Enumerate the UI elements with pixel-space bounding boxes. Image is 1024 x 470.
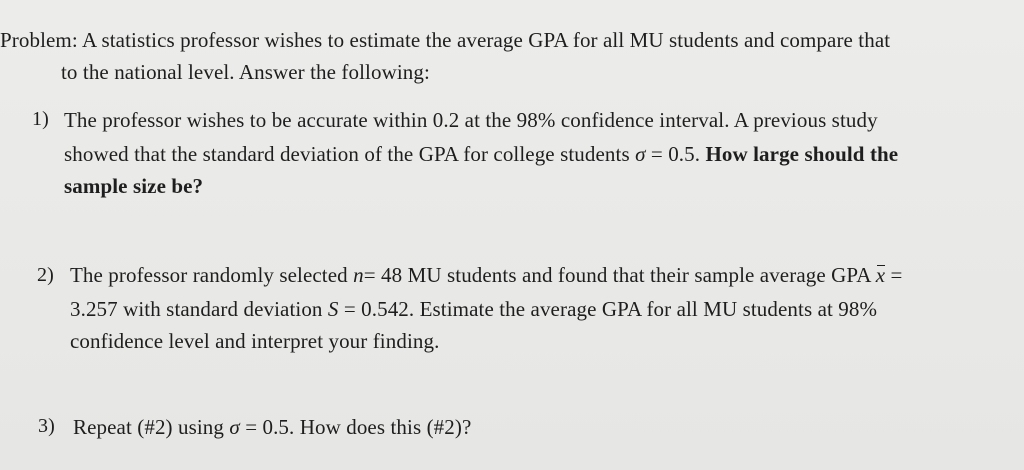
s-value: = 0.542 (343, 297, 409, 321)
q2-line-1 (70, 262, 1014, 288)
q2-text-1b: MU students and found that their sample average GPA (407, 263, 871, 287)
problem-intro-line-1 (0, 27, 1014, 53)
q1-text-2: showed that the standard deviation of the GPA for college students (64, 142, 630, 166)
q2-text-2b: . Estimate the average GPA for all MU students at 98% (408, 297, 878, 321)
problem-intro-text: Problem: A statistics professor wishes to estimate the average GPA for all MU students and compare that (0, 28, 891, 52)
q1-line-2 (64, 141, 1014, 167)
q2-line-3 (70, 328, 439, 354)
q3-text-b: How does this (#2)? (299, 415, 472, 439)
q3-text-a: Repeat (#2) using (73, 415, 224, 439)
n-value: = 48 (363, 263, 403, 287)
q3-number: 3) (38, 415, 55, 437)
q3-sigma-symbol: σ (229, 415, 240, 439)
s-symbol: S (327, 297, 339, 321)
q2-text-3: confidence level and interpret your finding. (70, 329, 440, 353)
n-symbol: n (353, 263, 364, 287)
q2-line-2 (70, 296, 1014, 322)
sigma-symbol: σ (635, 142, 646, 166)
q1-line-1 (64, 107, 1014, 133)
q3-sigma-value: = 0.5. (245, 415, 295, 439)
sigma-value: = 0.5. (650, 142, 701, 166)
problem-intro-text-2: to the national level. Answer the following: (61, 60, 430, 84)
q2-text-1a: The professor randomly selected (70, 263, 348, 287)
problem-intro-line-2 (61, 59, 430, 85)
q2-number: 2) (37, 264, 54, 286)
q1-number: 1) (32, 108, 49, 130)
xbar-symbol: x (875, 263, 886, 287)
q1-line-3 (64, 173, 203, 199)
xbar-equals: = (890, 263, 903, 287)
q1-question-bold-2: sample size be? (64, 174, 204, 198)
q3-line (73, 414, 471, 440)
q2-text-2a: 3.257 with standard deviation (70, 297, 323, 321)
q1-text-1: The professor wishes to be accurate within 0.2 at the 98% confidence interval. A previous study (64, 108, 878, 132)
q1-question-bold: How large should the (705, 142, 899, 166)
